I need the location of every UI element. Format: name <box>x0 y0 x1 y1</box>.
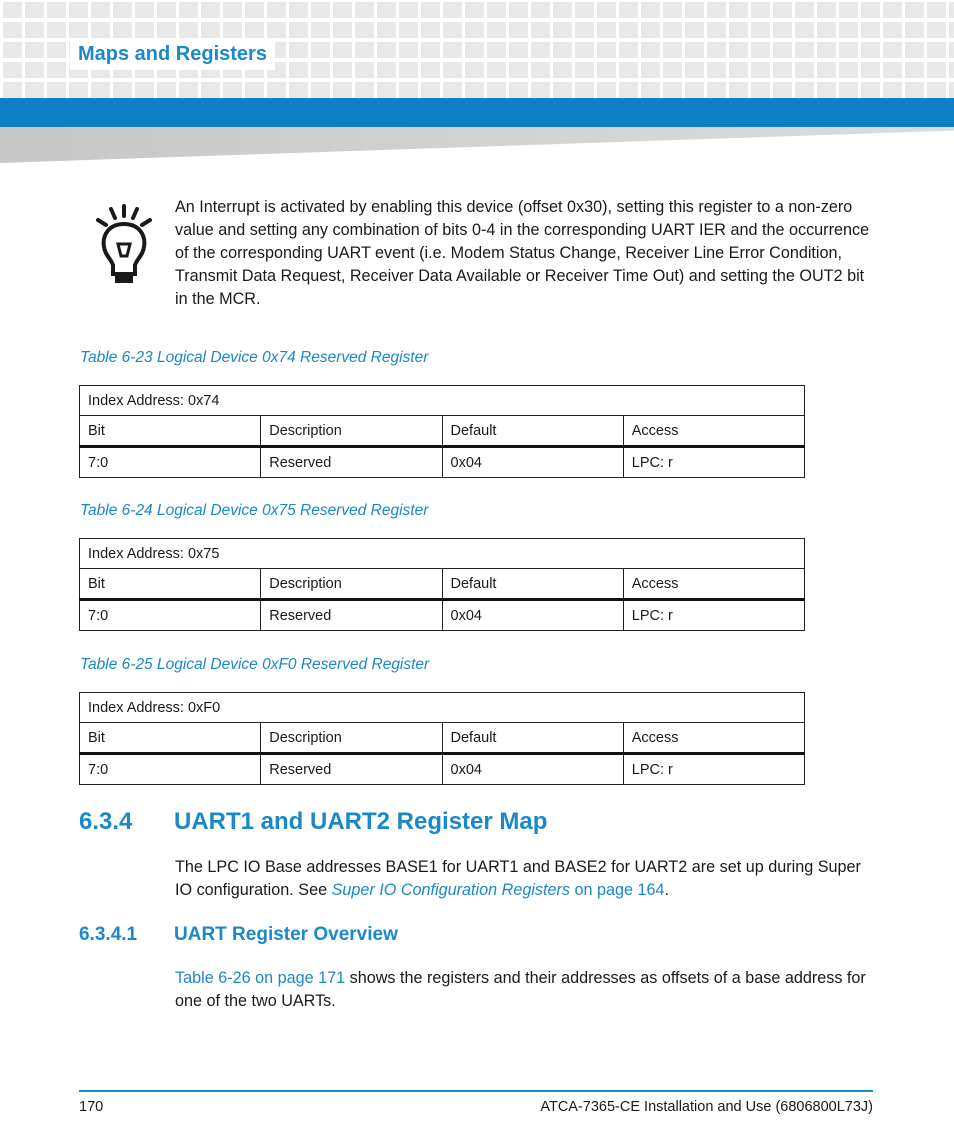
document-title: ATCA-7365-CE Installation and Use (6806800L73J) <box>540 1099 873 1115</box>
table-row <box>80 600 805 631</box>
header-description: Description <box>261 416 442 447</box>
page-header-title: Maps and Registers <box>70 38 275 70</box>
header-default: Default <box>442 723 623 754</box>
table-index-row <box>80 693 805 723</box>
section-heading <box>79 808 547 836</box>
table-caption: Table 6-25 Logical Device 0xF0 Reserved Register <box>80 656 430 673</box>
page-number: 170 <box>79 1099 104 1115</box>
cell-bit: 7:0 <box>80 600 261 631</box>
cell-default: 0x04 <box>442 754 623 785</box>
cell-default: 0x04 <box>442 447 623 478</box>
super-io-config-link[interactable]: Super IO Configuration Registers <box>331 881 571 899</box>
cell-description: Reserved <box>261 447 442 478</box>
header-blue-band <box>0 98 954 127</box>
cell-access: LPC: r <box>623 447 804 478</box>
header-bit: Bit <box>80 569 261 600</box>
header-default: Default <box>442 569 623 600</box>
header-default: Default <box>442 416 623 447</box>
lightbulb-icon <box>92 204 156 288</box>
index-address-cell: Index Address: 0x75 <box>80 539 805 569</box>
table-row <box>80 754 805 785</box>
register-table-0x75 <box>79 538 805 631</box>
header-bit: Bit <box>80 723 261 754</box>
footer-divider <box>79 1090 873 1092</box>
cell-access: LPC: r <box>623 600 804 631</box>
subsection-number: 6.3.4.1 <box>79 924 138 945</box>
table-caption: Table 6-24 Logical Device 0x75 Reserved Register <box>80 502 429 519</box>
section-title: UART1 and UART2 Register Map <box>174 808 548 835</box>
header-access: Access <box>623 723 804 754</box>
cell-bit: 7:0 <box>80 447 261 478</box>
header-access: Access <box>623 416 804 447</box>
table-6-26-link[interactable]: Table 6-26 on page 171 <box>175 969 346 987</box>
super-io-page-link[interactable]: on page 164 <box>570 881 665 899</box>
subsection-para-text: shows the registers and their addresses as offsets of a base address for one of the two UARTs. <box>175 969 866 1010</box>
cell-description: Reserved <box>261 754 442 785</box>
header-description: Description <box>261 569 442 600</box>
table-row <box>80 447 805 478</box>
cell-bit: 7:0 <box>80 754 261 785</box>
subsection-heading <box>79 924 398 946</box>
subsection-title: UART Register Overview <box>174 924 398 945</box>
section-number: 6.3.4 <box>79 808 133 835</box>
table-header-row <box>80 723 805 754</box>
table-header-row <box>80 569 805 600</box>
section-paragraph <box>175 856 875 902</box>
table-caption: Table 6-23 Logical Device 0x74 Reserved Register <box>80 349 429 366</box>
header-access: Access <box>623 569 804 600</box>
table-index-row <box>80 386 805 416</box>
cell-default: 0x04 <box>442 600 623 631</box>
subsection-paragraph <box>175 967 875 1013</box>
header-gray-wedge <box>0 127 954 163</box>
cell-access: LPC: r <box>623 754 804 785</box>
note-text: An Interrupt is activated by enabling this device (offset 0x30), setting this register to a non-zero value and setting any combination of bits 0-4 in the corresponding UART IER and the occurrence of the corresponding UART event (i.e. Modem Status Change, Receiver Line Error Condition, Transmit Data Request, Receiver Data Available or Receiver Time Out) and setting the OUT2 bit in the MCR. <box>175 198 870 308</box>
section-para-end: . <box>664 881 670 899</box>
register-table-0xf0 <box>79 692 805 785</box>
cell-description: Reserved <box>261 600 442 631</box>
table-header-row <box>80 416 805 447</box>
section-para-text: The LPC IO Base addresses BASE1 for UART1 and BASE2 for UART2 are set up during Super IO configuration. See <box>175 858 861 899</box>
table-index-row <box>80 539 805 569</box>
header-description: Description <box>261 723 442 754</box>
index-address-cell: Index Address: 0x74 <box>80 386 805 416</box>
header-bit: Bit <box>80 416 261 447</box>
index-address-cell: Index Address: 0xF0 <box>80 693 805 723</box>
register-table-0x74 <box>79 385 805 478</box>
